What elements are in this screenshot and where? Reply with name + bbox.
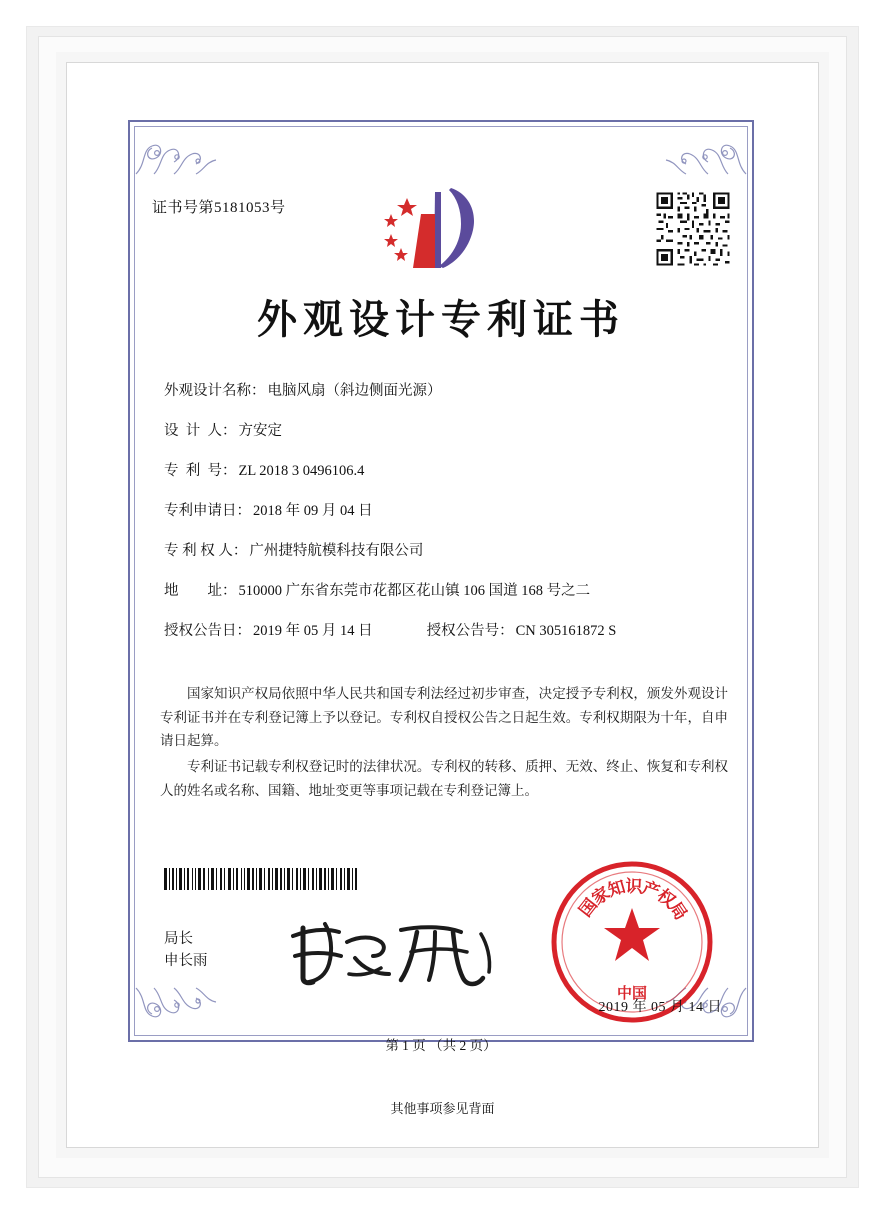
svg-text:国: 国 [575, 895, 602, 921]
certificate-body [100, 90, 782, 1090]
field-label: 专 利 号： [164, 463, 237, 480]
paragraph-2: 专利证书记载专利权登记时的法律状况。专利权的转移、质押、无效、终止、恢复和专利权人的姓名或名称、国籍、地址变更等事项记载在专利登记簿上。 [160, 758, 728, 798]
certificate-number: 证书号第5181053号 [152, 200, 286, 216]
qr-code-icon [654, 190, 732, 268]
field-label: 专 利 权 人： [164, 543, 248, 560]
field-label: 专利申请日： [164, 503, 251, 520]
field-patentee [164, 542, 724, 562]
field-value: 510000 广东省东莞市花都区花山镇 106 国道 168 号之二 [238, 583, 591, 600]
field-value: 2019 年 05 月 14 日 [253, 623, 373, 640]
paragraph-1: 国家知识产权局依照中华人民共和国专利法经过初步审查，决定授予专利权，颁发外观设计专利证书并在专利登记簿上予以登记。专利权自授权公告之日起生效。专利权期限为十年，自申请日起算。 [160, 686, 728, 749]
svg-text:权: 权 [653, 885, 679, 912]
signature-title: 局长 [164, 931, 193, 947]
field-design-name [164, 382, 724, 402]
barcode-icon [164, 868, 456, 890]
field-value: 电脑风扇（斜边侧面光源） [267, 383, 442, 399]
corner-ornament-icon [662, 124, 748, 176]
field-patent-number [164, 462, 724, 482]
page-title: 外观设计专利证书 [257, 296, 625, 343]
legal-text [160, 682, 728, 804]
field-application-date [164, 502, 724, 522]
field-label-secondary: 授权公告号： [426, 623, 514, 640]
page-number: 第 1 页 （共 2 页） [385, 1038, 497, 1053]
handwritten-signature-icon [285, 916, 505, 990]
field-designer [164, 422, 724, 442]
field-label: 授权公告日： [164, 623, 251, 640]
svg-text:中国: 中国 [616, 984, 648, 1002]
corner-ornament-icon [134, 124, 220, 176]
field-value: 方安定 [238, 423, 282, 440]
svg-text:家: 家 [588, 883, 614, 910]
field-label: 外观设计名称： [164, 383, 266, 399]
svg-text:产: 产 [639, 878, 663, 903]
cnipa-logo-icon [377, 182, 505, 274]
field-label: 地 址： [164, 583, 237, 600]
field-value: 2018 年 09 月 04 日 [253, 503, 373, 520]
svg-text:局: 局 [664, 898, 691, 924]
field-list [164, 382, 724, 662]
signature-name: 申长雨 [164, 953, 208, 970]
svg-text:知: 知 [605, 877, 628, 902]
corner-ornament-icon [134, 986, 220, 1038]
svg-text:识: 识 [625, 876, 643, 898]
footer-note: 其他事项参见背面 [390, 1101, 495, 1116]
signature-block [164, 928, 208, 973]
field-value: 广州捷特航模科技有限公司 [249, 543, 424, 560]
field-value-secondary: CN 305161872 S [515, 623, 617, 640]
field-value: ZL 2018 3 0496106.4 [238, 463, 365, 480]
seal-date: 2019 年 05 月 14 日 [598, 1000, 722, 1015]
field-address [164, 582, 724, 602]
field-label: 设 计 人： [164, 423, 237, 440]
field-grant-announcement [164, 622, 724, 642]
